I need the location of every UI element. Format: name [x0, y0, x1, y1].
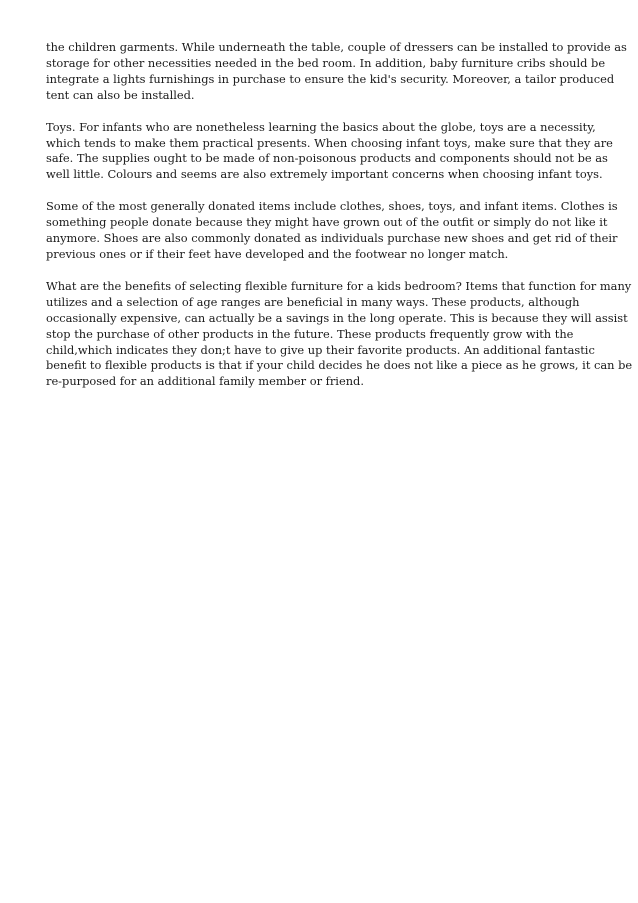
text-line: benefit to flexible products is that if your child decides he does not like a piece as he grows, it can be — [46, 358, 633, 373]
text-line: integrate a lights furnishings in purchase to ensure the kid's security. Moreover, a tailor produced — [46, 71, 615, 86]
paragraph-flexible-furniture — [46, 278, 633, 390]
text-line: which tends to make them practical presents. When choosing infant toys, make sure that they are — [46, 135, 613, 150]
text-line: previous ones or if their feet have developed and the footwear no longer match. — [46, 246, 509, 261]
text-line: What are the benefits of selecting flexible furniture for a kids bedroom? Items that function for many — [46, 278, 632, 293]
text-line: stop the purchase of other products in the future. These products frequently grow with the — [46, 326, 574, 341]
text-line: re-purposed for an additional family member or friend. — [46, 374, 364, 389]
document-page — [46, 40, 633, 406]
text-line: anymore. Shoes are also commonly donated as individuals purchase new shoes and get rid of their — [46, 231, 618, 246]
text-line: something people donate because they might have grown out of the outfit or simply do not like it — [46, 215, 608, 230]
text-line: Some of the most generally donated items include clothes, shoes, toys, and infant items. Clothes is — [46, 199, 618, 214]
text-line: the children garments. While underneath the table, couple of dressers can be installed to provide as — [46, 40, 627, 54]
text-line: utilizes and a selection of age ranges are beneficial in many ways. These products, although — [46, 294, 580, 309]
paragraph-donated-items — [46, 199, 618, 263]
text-line: child,which indicates they don;t have to give up their favorite products. An additional fantastic — [46, 342, 595, 357]
text-line: tent can also be installed. — [46, 87, 195, 102]
paragraph-furniture-storage — [46, 40, 627, 104]
text-line: well little. Colours and seems are also extremely important concerns when choosing infant toys. — [46, 167, 603, 182]
text-line: storage for other necessities needed in the bed room. In addition, baby furniture cribs should be — [46, 55, 606, 70]
text-line: occasionally expensive, can actually be a savings in the long operate. This is because they will assist — [46, 310, 628, 325]
text-line: safe. The supplies ought to be made of non-poisonous products and components should not be as — [46, 151, 608, 166]
text-line: Toys. For infants who are nonetheless learning the basics about the globe, toys are a necessity, — [46, 119, 596, 134]
paragraph-toys — [46, 119, 613, 184]
